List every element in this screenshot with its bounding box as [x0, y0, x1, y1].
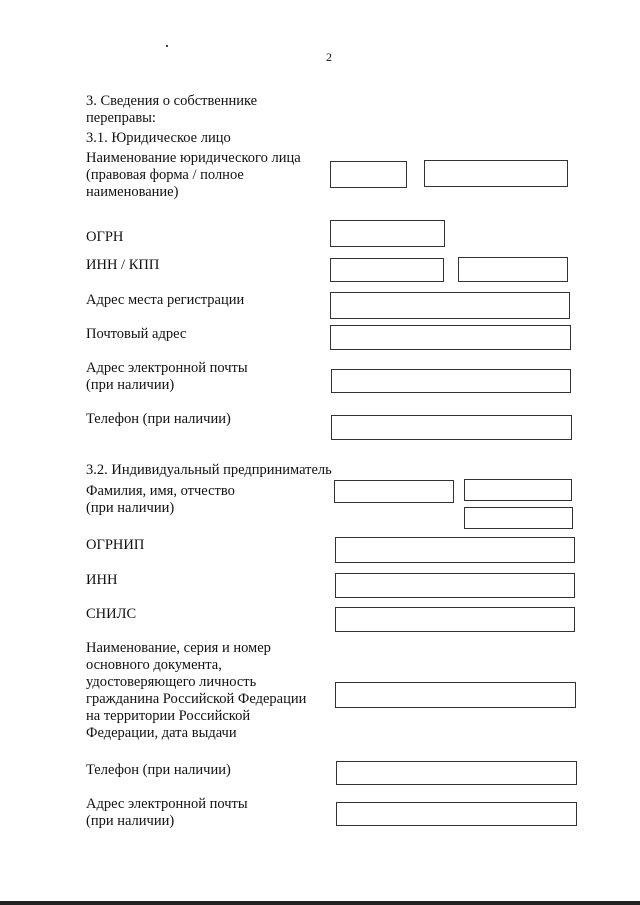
- ogrn-label: ОГРН: [86, 229, 124, 245]
- ogrnip-field[interactable]: [335, 537, 575, 563]
- inn-kpp-label: ИНН / КПП: [86, 257, 160, 273]
- ogrnip-label: ОГРНИП: [86, 537, 145, 553]
- legal-email-field[interactable]: [331, 369, 571, 393]
- legal-name-label: Наименование юридического лица (правовая форма / полное наименование): [86, 150, 301, 200]
- ie-email-label: Адрес электронной почты (при наличии): [86, 796, 248, 829]
- postal-address-field[interactable]: [330, 325, 571, 350]
- entrepreneur-heading: 3.2. Индивидуальный предприниматель: [86, 462, 332, 478]
- identity-document-label: Наименование, серия и номер основного документа, удостоверяющего личность гражданина Российской Федерации на территории Российской Федерации, дата выдачи: [86, 640, 307, 741]
- postal-address-label: Почтовый адрес: [86, 326, 187, 342]
- ie-inn-label: ИНН: [86, 572, 118, 588]
- patronymic-field[interactable]: [464, 507, 573, 529]
- legal-phone-field[interactable]: [331, 415, 572, 440]
- ie-phone-field[interactable]: [336, 761, 577, 785]
- scan-dot: [166, 45, 168, 47]
- reg-address-field[interactable]: [330, 292, 570, 319]
- legal-entity-heading: 3.1. Юридическое лицо: [86, 130, 231, 146]
- legal-form-field[interactable]: [330, 161, 407, 188]
- snils-label: СНИЛС: [86, 606, 137, 622]
- identity-document-field[interactable]: [335, 682, 576, 708]
- fio-label: Фамилия, имя, отчество (при наличии): [86, 483, 235, 516]
- reg-address-label: Адрес места регистрации: [86, 292, 245, 308]
- ogrn-field[interactable]: [330, 220, 445, 247]
- page-number: 2: [326, 50, 332, 64]
- section-3-title: 3. Сведения о собственнике переправы:: [86, 93, 258, 126]
- ie-inn-field[interactable]: [335, 573, 575, 598]
- first-name-field[interactable]: [464, 479, 572, 501]
- legal-full-name-field[interactable]: [424, 160, 568, 187]
- legal-phone-label: Телефон (при наличии): [86, 411, 231, 427]
- surname-field[interactable]: [334, 480, 454, 503]
- legal-email-label: Адрес электронной почты (при наличии): [86, 360, 248, 393]
- kpp-field[interactable]: [458, 257, 568, 282]
- ie-phone-label: Телефон (при наличии): [86, 762, 231, 778]
- ie-email-field[interactable]: [336, 802, 577, 826]
- scan-bottom-edge: [0, 901, 640, 905]
- inn-field[interactable]: [330, 258, 444, 282]
- snils-field[interactable]: [335, 607, 575, 632]
